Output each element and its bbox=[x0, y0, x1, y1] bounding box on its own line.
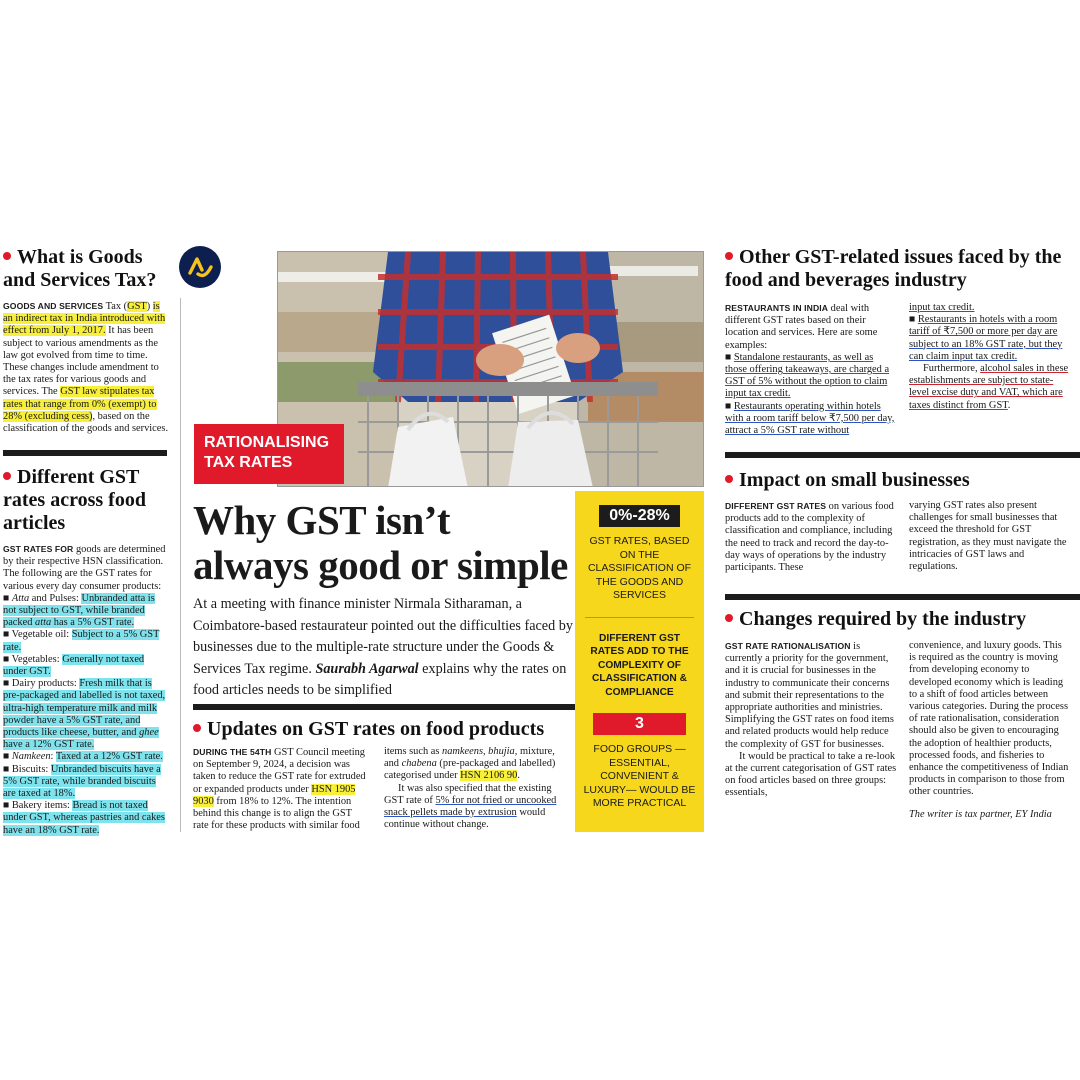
section-divider bbox=[3, 450, 167, 456]
red-dot-icon bbox=[3, 472, 11, 480]
page-title: Why GST isn’t always good or simple bbox=[193, 497, 568, 588]
section-title-different-gst-rates: Different GST rates across food articles bbox=[3, 466, 146, 534]
issues-section bbox=[725, 246, 1075, 292]
issues-body-col1: RESTAURANTS IN INDIA deal with different GST rates based on their location and services. Here are some examples: ■ Standalone restaurants, as well as those offering takeaways, are charged a GST of 5% without the option to claim input tax credit. ■ Restaurants operating within hotels with a room tariff below ₹7,500 per day, attract a 5% GST rate without bbox=[725, 303, 895, 437]
changes-body-col2: convenience, and luxury goods. This is required as the country is moving from developing economy to developed economy which is leading to a shift of food articles between various categories. During the process of rate rationalisation, consideration should also be given to encouraging the adoption of healthier products, processed foods, and fisheries to enhance the competitiveness of Indian products in comparison to those from other countries. The writer is tax partner, EY India bbox=[909, 640, 1069, 820]
fact-text-complexity: DIFFERENT GST RATES ADD TO THE COMPLEXITY OF CLASSIFICATION & COMPLIANCE bbox=[590, 632, 689, 698]
list-item: ■ Vegetables: Generally not taxed under GST. bbox=[3, 653, 145, 678]
red-dot-icon bbox=[725, 475, 733, 483]
list-item: ■ Dairy products: Fresh milk that is pre-packaged and labelled is not taxed, ultra-high temperature milk and milk powder have a 5% GST rate, and products like cheese, butter, and ghee have a 12% GST rate. bbox=[3, 678, 166, 751]
section-divider bbox=[725, 452, 1080, 458]
section-title-changes: Changes required by the industry bbox=[725, 608, 1075, 631]
section-divider bbox=[193, 704, 575, 710]
section-title-updates: Updates on GST rates on food products bbox=[193, 718, 573, 741]
changes-body-col1: GST RATE RATIONALISATION is currently a priority for the government, and it is crucial for businesses in the industry to communicate their concerns and submit their representations to the appropriate authorities and ministries. Simplifying the GST rates on food items and related products would help reduce the complexity of GST for businesses. It would be practical to take a re-look at the current categorisation of GST rates on food articles based on three groups: essentials, bbox=[725, 641, 897, 799]
fact-text-rates: GST RATES, BASED ON THE CLASSIFICATION OF THE GOODS AND SERVICES bbox=[587, 535, 692, 601]
changes-section bbox=[725, 608, 1075, 631]
fact-badge-rate-range: 0%-28% bbox=[599, 505, 679, 527]
updates-body-col1: DURING THE 54TH GST Council meeting on September 9, 2024, a decision was taken to reduce the GST rate for extruded or expanded products under HSN 1905 9030 from 18% to 12%. The intention behind this change is to align the GST rate for these products with similar food bbox=[193, 747, 366, 832]
section-divider bbox=[725, 594, 1080, 600]
fact-badge-food-groups: 3 bbox=[593, 713, 686, 735]
updates-body-col2: items such as namkeens, bhujia, mixture, and chabena (pre-packaged and labelled) categorised under HSN 2106 90. It was also specified that the existing GST rate of 5% for not fried or uncooked snack pellets made by extrusion would continue without change. bbox=[384, 746, 557, 831]
red-dot-icon bbox=[3, 252, 11, 260]
fact-separator bbox=[585, 617, 694, 618]
fact-box bbox=[575, 491, 704, 832]
standfirst: At a meeting with finance minister Nirmala Sitharaman, a Coimbatore-based restaurateur pointed out the difficulties faced by businesses due to the multiple-rate structure under the Goods & Services Tax regime. Saurabh Agarwal explains why the rates on food articles needs to be simplified bbox=[193, 596, 573, 698]
author-name: Saurabh Agarwal bbox=[315, 660, 419, 677]
column-rule bbox=[180, 298, 181, 832]
left-column-section2 bbox=[3, 466, 170, 837]
red-dot-icon bbox=[725, 614, 733, 622]
list-item: ■ Namkeen: Taxed at a 12% GST rate. bbox=[3, 751, 163, 763]
list-item: ■ Biscuits: Unbranded biscuits have a 5% GST rate, while branded biscuits are taxed at 18%. bbox=[3, 763, 161, 800]
red-dot-icon bbox=[193, 724, 201, 732]
red-dot-icon bbox=[725, 252, 733, 260]
section-tag: RATIONALISING TAX RATES bbox=[194, 424, 344, 484]
left-column bbox=[3, 246, 170, 435]
section-body-what-is-gst: GOODS AND SERVICES Tax (GST) is an indirect tax in India introduced with effect from July 1, 2017. It has been subject to various amendments as the law got evolved from time to time. These changes include amendment to the tax rates for various goods and services. The GST law stipulates tax rates that range from 0% (exempt) to 28% (excluding cess), based on the classification of the goods and services. bbox=[3, 301, 169, 435]
list-item: ■ Atta and Pulses: Unbranded atta is not subject to GST, while branded packed atta has a 5% GST rate. bbox=[3, 592, 155, 629]
section-title-impact: Impact on small businesses bbox=[725, 469, 1075, 492]
list-item: ■ Bakery items: Bread is not taxed under GST, whereas pastries and cakes have an 18% GST rate. bbox=[3, 800, 165, 836]
updates-section bbox=[193, 718, 573, 741]
brand-logo-icon bbox=[179, 246, 221, 288]
impact-body-col1: DIFFERENT GST RATES on various food products add to the complexity of classification and compliance, including the need to track and record the day-to-day ways of operations by the industry participants. These bbox=[725, 501, 894, 574]
section-title-what-is-gst: What is Goods and Services Tax? bbox=[3, 246, 157, 291]
fact-text-food-groups: FOOD GROUPS — ESSENTIAL, CONVENIENT & LUXURY— WOULD BE MORE PRACTICAL bbox=[583, 743, 696, 809]
impact-section bbox=[725, 469, 1075, 492]
section-title-other-issues: Other GST-related issues faced by the food and beverages industry bbox=[725, 246, 1062, 291]
byline: The writer is tax partner, EY India bbox=[909, 808, 1052, 820]
section-body-different-gst-rates: GST RATES FOR goods are determined by their respective HSN classification. The following are the GST rates for various every day consumer products: ■ Atta and Pulses: Unbranded atta is not subject to GST, while branded packed atta has a 5% GST rate. ■ Vegetable oil: Subject to a 5% GST rate. ■ Vegetables: Generally not taxed under GST. ■ Dairy products: Fresh milk that is pre-packaged and labelled is not taxed, ultra-high temperature milk and milk powder have a 5% GST rate, and products like cheese, butter, and ghee have a 12% GST rate. ■ Namkeen: Taxed at a 12% GST rate. ■ Biscuits: Unbranded biscuits have a 5% GST rate, while branded biscuits are taxed at 18%. ■ Bakery items: Bread is not taxed under GST, whereas pastries and cakes have an 18% GST rate. bbox=[3, 543, 170, 837]
impact-body-col2: varying GST rates also present challenges for small businesses that exceed the threshold for GST registration, as they must navigate the intricacies of GST laws and regulations. bbox=[909, 500, 1067, 573]
list-item: ■ Vegetable oil: Subject to a 5% GST rate. bbox=[3, 629, 160, 653]
issues-body-col2: input tax credit. ■ Restaurants in hotels with a room tariff of ₹7,500 or more per day are subject to an 18% GST rate, but they can claim input tax credit. Furthermore, alcohol sales in these establishments are subject to state-level excise duty and VAT, which are taxes distinct from GST. bbox=[909, 302, 1069, 411]
